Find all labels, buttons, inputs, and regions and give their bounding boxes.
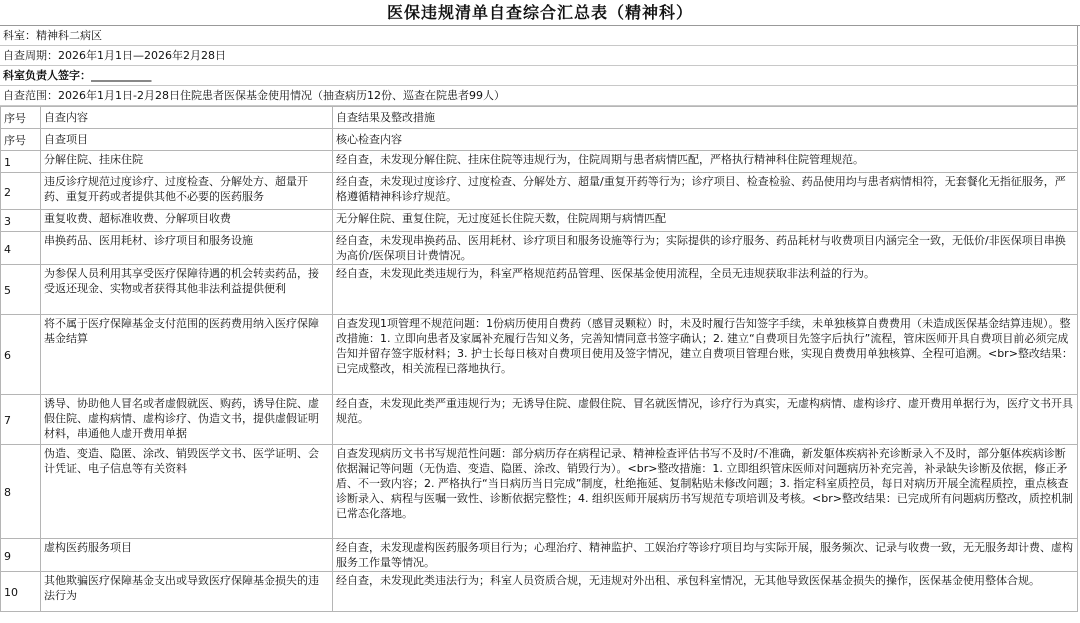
- row-result: 自查发现1项管理不规范问题：1份病历使用自费药（感冒灵颗粒）时，未及时履行告知签字手续，未单独核算自费费用（未造成医保基金结算违规）。整改措施：1. 立即向患者及家属补充履行告知义务，完善知情同意书签字确认；2. 建立“自费项目先签字后执行”流程，管床医师开具自费项目前必须完成告知并留存签字版材料；3. 护士长每日核对自费项目使用及签字情况，建立自费项目管理台账，实现自费费用单独核算、全程可追溯。<br>整改结果：已完成整改，相关流程已落地执行。: [333, 315, 1078, 395]
- page-title: 医保违规清单自查综合汇总表（精神科）: [0, 0, 1080, 26]
- row-result: 经自查，未发现此类严重违规行为；无诱导住院、虚假住院、冒名就医情况，诊疗行为真实，无虚构病情、虚构诊疗、虚开费用单据行为，医疗文书开具规范。: [333, 395, 1078, 445]
- row-number: 8: [1, 445, 41, 539]
- header-cell: 自查项目: [41, 129, 333, 151]
- row-item: 分解住院、挂床住院: [41, 151, 333, 173]
- row-item: 违反诊疗规范过度诊疗、过度检查、分解处方、超量开药、重复开药或者提供其他不必要的医药服务: [41, 173, 333, 210]
- period-line: 自查周期：2026年1月1日—2026年2月28日: [0, 46, 1078, 66]
- department-line: 科室：精神科二病区: [0, 26, 1078, 46]
- table-row: [1, 315, 1078, 395]
- table-row: [1, 395, 1078, 445]
- checklist-table: [0, 106, 1078, 612]
- row-result: 经自查，未发现虚构医药服务项目行为；心理治疗、精神监护、工娱治疗等诊疗项目均与实际开展，服务频次、记录与收费一致，无无服务却计费、虚构服务工作量等情况。: [333, 539, 1078, 572]
- row-result: 经自查，未发现过度诊疗、过度检查、分解处方、超量/重复开药等行为；诊疗项目、检查检验、药品使用均与患者病情相符，无套餐化无指征服务，严格遵循精神科诊疗规范。: [333, 173, 1078, 210]
- table-row: [1, 445, 1078, 539]
- row-result: 无分解住院、重复住院，无过度延长住院天数，住院周期与病情匹配: [333, 210, 1078, 232]
- row-number: 1: [1, 151, 41, 173]
- table-row: [1, 151, 1078, 173]
- row-number: 6: [1, 315, 41, 395]
- table-row: [1, 539, 1078, 572]
- scope-line: 自查范围：2026年1月1日-2月28日住院患者医保基金使用情况（抽查病历12份、巡查在院患者99人）: [0, 86, 1078, 106]
- row-number: 4: [1, 232, 41, 265]
- row-item: 诱导、协助他人冒名或者虚假就医、购药，诱导住院、虚假住院、虚构病情、虚构诊疗、伪造文书，提供虚假证明材料，串通他人虚开费用单据: [41, 395, 333, 445]
- row-number: 9: [1, 539, 41, 572]
- row-item: 虚构医药服务项目: [41, 539, 333, 572]
- row-result: 经自查，未发现此类违法行为；科室人员资质合规，无违规对外出租、承包科室情况，无其他导致医保基金损失的操作，医保基金使用整体合规。: [333, 572, 1078, 612]
- row-result: 经自查，未发现分解住院、挂床住院等违规行为，住院周期与患者病情匹配，严格执行精神科住院管理规范。: [333, 151, 1078, 173]
- row-result: 经自查，未发现此类违规行为，科室严格规范药品管理、医保基金使用流程，全员无违规获取非法利益的行为。: [333, 265, 1078, 315]
- header-cell: 核心检查内容: [333, 129, 1078, 151]
- row-item: 为参保人员利用其享受医疗保障待遇的机会转卖药品，接受返还现金、实物或者获得其他非法利益提供便利: [41, 265, 333, 315]
- signature-line: 科室负责人签字：___________: [0, 66, 1078, 86]
- row-item: 将不属于医疗保障基金支付范围的医药费用纳入医疗保障基金结算: [41, 315, 333, 395]
- row-result: 自查发现病历文书书写规范性问题：部分病历存在病程记录、精神检查评估书写不及时/不准确，新发躯体疾病补充诊断录入不及时，部分躯体疾病诊断依据漏记等问题（无伪造、变造、隐匿、涂改、销毁行为）。<br>整改措施：1. 立即组织管床医师对问题病历补充完善，补录缺失诊断及依据，修正矛盾、不一致内容；2. 严格执行“当日病历当日完成”制度，杜绝拖延、复制粘贴未修改问题；3. 指定科室质控员，每日对病历开展全流程质控，重点核查诊断录入、病程与医嘱一致性、诊断依据完整性；4. 组织医师开展病历书写规范专项培训及考核。<br>整改结果：已完成所有问题病历整改，质控机制已常态化落地。: [333, 445, 1078, 539]
- header-cell: 序号: [1, 129, 41, 151]
- table-row: [1, 210, 1078, 232]
- row-item: 串换药品、医用耗材、诊疗项目和服务设施: [41, 232, 333, 265]
- table-row: [1, 173, 1078, 210]
- row-number: 10: [1, 572, 41, 612]
- table-row: [1, 572, 1078, 612]
- row-item: 重复收费、超标准收费、分解项目收费: [41, 210, 333, 232]
- row-number: 7: [1, 395, 41, 445]
- table-row: [1, 232, 1078, 265]
- table-header-row: [1, 107, 1078, 129]
- header-cell: 自查结果及整改措施: [333, 107, 1078, 129]
- header-cell: 序号: [1, 107, 41, 129]
- table-row: [1, 265, 1078, 315]
- row-number: 3: [1, 210, 41, 232]
- row-item: 伪造、变造、隐匿、涂改、销毁医学文书、医学证明、会计凭证、电子信息等有关资料: [41, 445, 333, 539]
- row-result: 经自查，未发现串换药品、医用耗材、诊疗项目和服务设施等行为；实际提供的诊疗服务、药品耗材与收费项目内涵完全一致，无低价/非医保项目串换为高价/医保项目计费情况。: [333, 232, 1078, 265]
- row-number: 2: [1, 173, 41, 210]
- row-number: 5: [1, 265, 41, 315]
- table-header-row: [1, 129, 1078, 151]
- header-cell: 自查内容: [41, 107, 333, 129]
- row-item: 其他欺骗医疗保障基金支出或导致医疗保障基金损失的违法行为: [41, 572, 333, 612]
